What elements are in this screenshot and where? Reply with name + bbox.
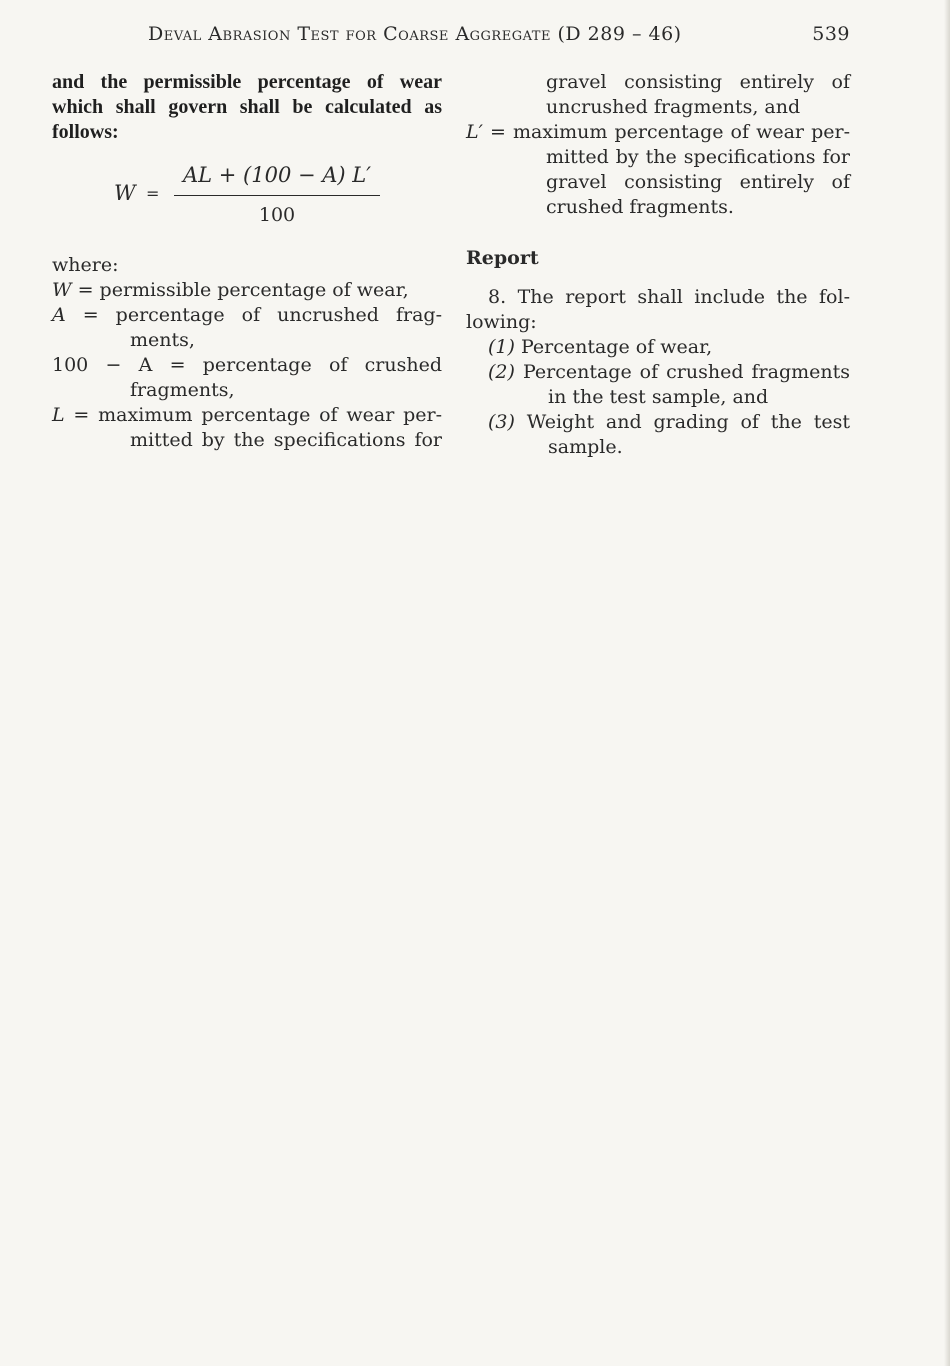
- definition-l-text: [52, 403, 442, 428]
- definition-100-minus-a: [52, 353, 442, 403]
- definition-line: crushed fragments.: [546, 196, 734, 218]
- definition-symbol: A =: [52, 304, 99, 326]
- definition-l-prime-text: [466, 120, 850, 145]
- intro-line: which shall govern shall be calculated as: [52, 96, 442, 118]
- list-item-number: (2): [488, 361, 515, 383]
- definition-line: permissible percentage of wear,: [99, 279, 409, 301]
- definition-line: maximum percentage of wear per-: [98, 404, 443, 426]
- equation-lhs: W: [114, 181, 136, 205]
- continuation-line: uncrushed fragments, and: [546, 96, 801, 118]
- right-column: [466, 70, 850, 460]
- fraction-bar: [174, 195, 380, 196]
- left-column: [52, 70, 442, 453]
- where-label: where:: [52, 254, 119, 276]
- definition-line: maximum percentage of wear per-: [513, 121, 851, 143]
- definition-symbol: W =: [52, 279, 94, 301]
- intro-line: follows:: [52, 121, 119, 143]
- definition-line: mitted by the specifications for: [130, 429, 442, 451]
- equation-numerator: AL + (100 − A) L′: [182, 163, 372, 187]
- definition-symbol: L′ =: [466, 121, 506, 143]
- list-item: [466, 410, 850, 460]
- section-heading-report: Report: [466, 247, 539, 269]
- list-item-text: Percentage of crushed fragments: [522, 361, 851, 383]
- running-header: [148, 22, 850, 50]
- wear-equation: [52, 151, 442, 241]
- definition-l-prime: [466, 120, 850, 220]
- definition-line: fragments,: [130, 379, 235, 401]
- definition-w: [52, 278, 442, 303]
- list-item: [466, 360, 850, 410]
- paragraph-line: 8. The report shall include the fol-: [488, 286, 850, 308]
- definition-line: mitted by the specifications for: [546, 146, 850, 168]
- equation-denominator: 100: [258, 204, 296, 226]
- list-item-text: in the test sample, and: [548, 386, 769, 408]
- page-number: 539: [812, 23, 850, 45]
- list-item: [466, 335, 850, 360]
- definition-a: [52, 303, 442, 353]
- definition-line: ments,: [130, 329, 195, 351]
- list-item-text: Percentage of wear,: [520, 336, 713, 358]
- intro-paragraph: [52, 70, 442, 145]
- paragraph-line: lowing:: [466, 311, 537, 333]
- page-edge-shadow: [944, 0, 950, 1366]
- list-item-text: Weight and grading of the test: [526, 411, 850, 433]
- equation-equals: =: [146, 184, 160, 203]
- definition-a-text: [52, 303, 442, 328]
- definition-line: 100 − A = percentage of crushed: [52, 354, 442, 376]
- list-item-number: (3): [488, 411, 515, 433]
- definition-l: [52, 403, 442, 453]
- continuation-line: gravel consisting entirely of: [546, 71, 850, 93]
- intro-line: and the permissible percentage of wear: [52, 71, 442, 93]
- list-item-text: sample.: [548, 436, 623, 458]
- definition-w-text: [52, 278, 442, 303]
- list-item-number: (1): [488, 336, 515, 358]
- definition-symbol: L =: [52, 404, 90, 426]
- definition-line: gravel consisting entirely of: [546, 171, 850, 193]
- report-paragraph: [466, 285, 850, 335]
- running-title: Deval Abrasion Test for Coarse Aggregate (D 289 – 46): [148, 23, 682, 45]
- definition-line: percentage of uncrushed frag-: [115, 304, 442, 326]
